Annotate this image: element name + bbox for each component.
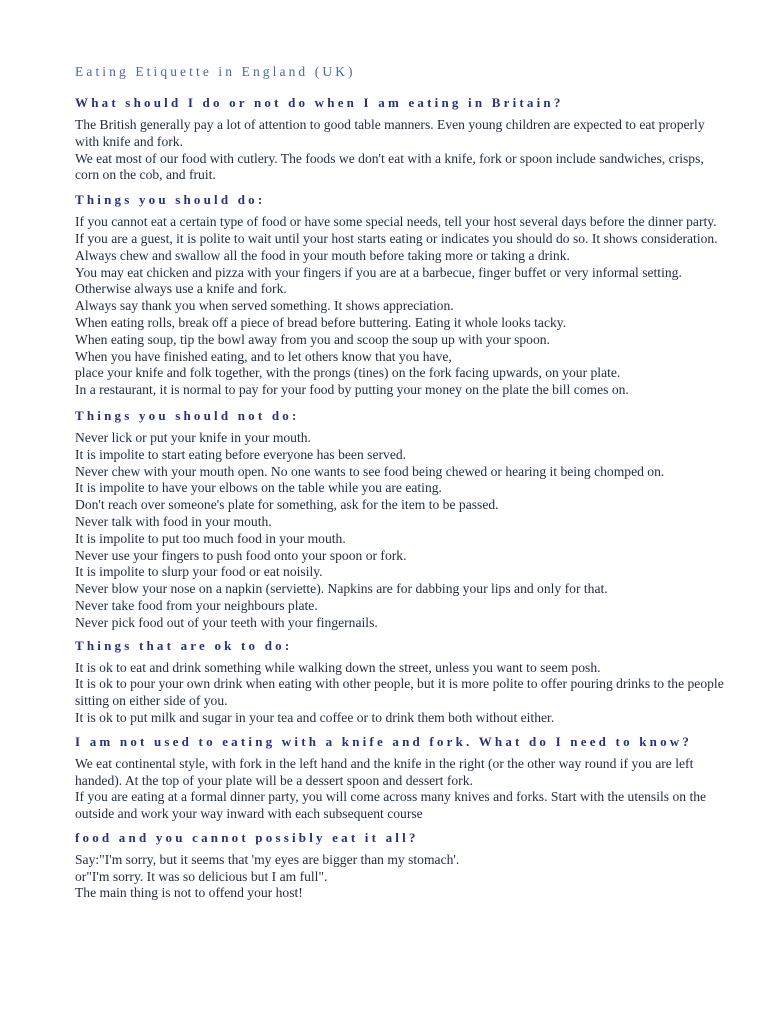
paragraph: Never talk with food in your mouth. [75,513,272,529]
paragraph: Never blow your nose on a napkin (serviette). Napkins are for dabbing your lips and only for that. [75,581,608,597]
paragraph: The British generally pay a lot of attention to good table manners. Even young children are expected to eat properly with knife and fork. [75,117,705,149]
paragraph: It is ok to pour your own drink when eating with other people, but it is more polite to offer pouring drinks to the people sitting on either side of you. [75,676,724,709]
section-knife-and-fork [75,734,728,823]
paragraph: We eat most of our food with cutlery. The foods we don't eat with a knife, fork or spoon include sandwiches, crisps, corn on the cob, and fruit. [75,150,704,183]
paragraph: or"I'm sorry. It was so delicious but I am full". [75,868,328,884]
paragraph: It is ok to eat and drink something while walking down the street, unless you want to seem posh. [75,659,601,675]
section-heading: food and you cannot possibly eat it all? [75,829,419,845]
paragraph: It is impolite to slurp your food or eat noisily. [75,564,323,580]
paragraph: Always say thank you when served something. It shows appreciation. [75,298,454,314]
paragraph: When eating soup, tip the bowl away from you and scoop the soup up with your spoon. [75,331,550,347]
section-things-you-should-not-do [75,408,728,632]
paragraph: When you have finished eating, and to let others know that you have, [75,348,452,364]
paragraph: Never take food from your neighbours plate. [75,597,318,613]
section-cannot-eat-it-all [75,830,728,902]
section-things-ok-to-do [75,638,728,727]
section-eating-in-britain [75,95,728,184]
paragraph: It is impolite to start eating before everyone has been served. [75,446,407,462]
section-things-you-should-do [75,192,728,399]
paragraph: Never pick food out of your teeth with your fingernails. [75,614,378,630]
paragraph: The main thing is not to offend your host! [75,885,303,901]
paragraph: If you cannot eat a certain type of food or have some special needs, tell your host several days before the dinner party. [75,214,717,230]
paragraph: When eating rolls, break off a piece of bread before buttering. Eating it whole looks tacky. [75,314,567,330]
section-heading: What should I do or not do when I am eating in Britain? [75,95,564,110]
paragraph: Don't reach over someone's plate for something, ask for the item to be passed. [75,497,499,513]
paragraph: We eat continental style, with fork in the left hand and the knife in the right (or the other way round if you are left handed). At the top of your plate will be a dessert spoon and dessert fork. [75,755,694,788]
paragraph: It is impolite to put too much food in your mouth. [75,530,346,546]
paragraph: Never use your fingers to push food onto your spoon or fork. [75,547,407,563]
paragraph: It is impolite to have your elbows on the table while you are eating. [75,480,442,496]
section-heading: Things that are ok to do: [75,637,293,653]
paragraph: Say:"I'm sorry, but it seems that 'my eyes are bigger than my stomach'. [75,851,460,867]
paragraph: In a restaurant, it is normal to pay for your food by putting your money on the plate the bill comes on. [75,382,629,398]
paragraph: If you are a guest, it is polite to wait until your host starts eating or indicates you should do so. It shows consideration. [75,230,718,246]
section-heading: Things you should not do: [75,407,300,423]
paragraph: Always chew and swallow all the food in your mouth before taking more or taking a drink. [75,247,570,263]
paragraph: If you are eating at a formal dinner party, you will come across many knives and forks. Start with the utensils on the outside and work your way inward with each subsequent course [75,789,707,822]
section-heading: I am not used to eating with a knife and fork. What do I need to know? [75,733,693,749]
paragraph: You may eat chicken and pizza with your fingers if you are at a barbecue, finger buffet or very informal setting. Otherwise always use a knife and fork. [75,264,682,297]
section-heading: Things you should do: [75,192,266,208]
paragraph: It is ok to put milk and sugar in your tea and coffee or to drink them both without either. [75,709,555,725]
document-title: Eating Etiquette in England (UK) [75,64,356,79]
paragraph: Never chew with your mouth open. No one wants to see food being chewed or hearing it being chomped on. [75,463,665,479]
paragraph: place your knife and folk together, with the prongs (tines) on the fork facing upwards, on your plate. [75,365,621,381]
paragraph: Never lick or put your knife in your mouth. [75,429,311,445]
